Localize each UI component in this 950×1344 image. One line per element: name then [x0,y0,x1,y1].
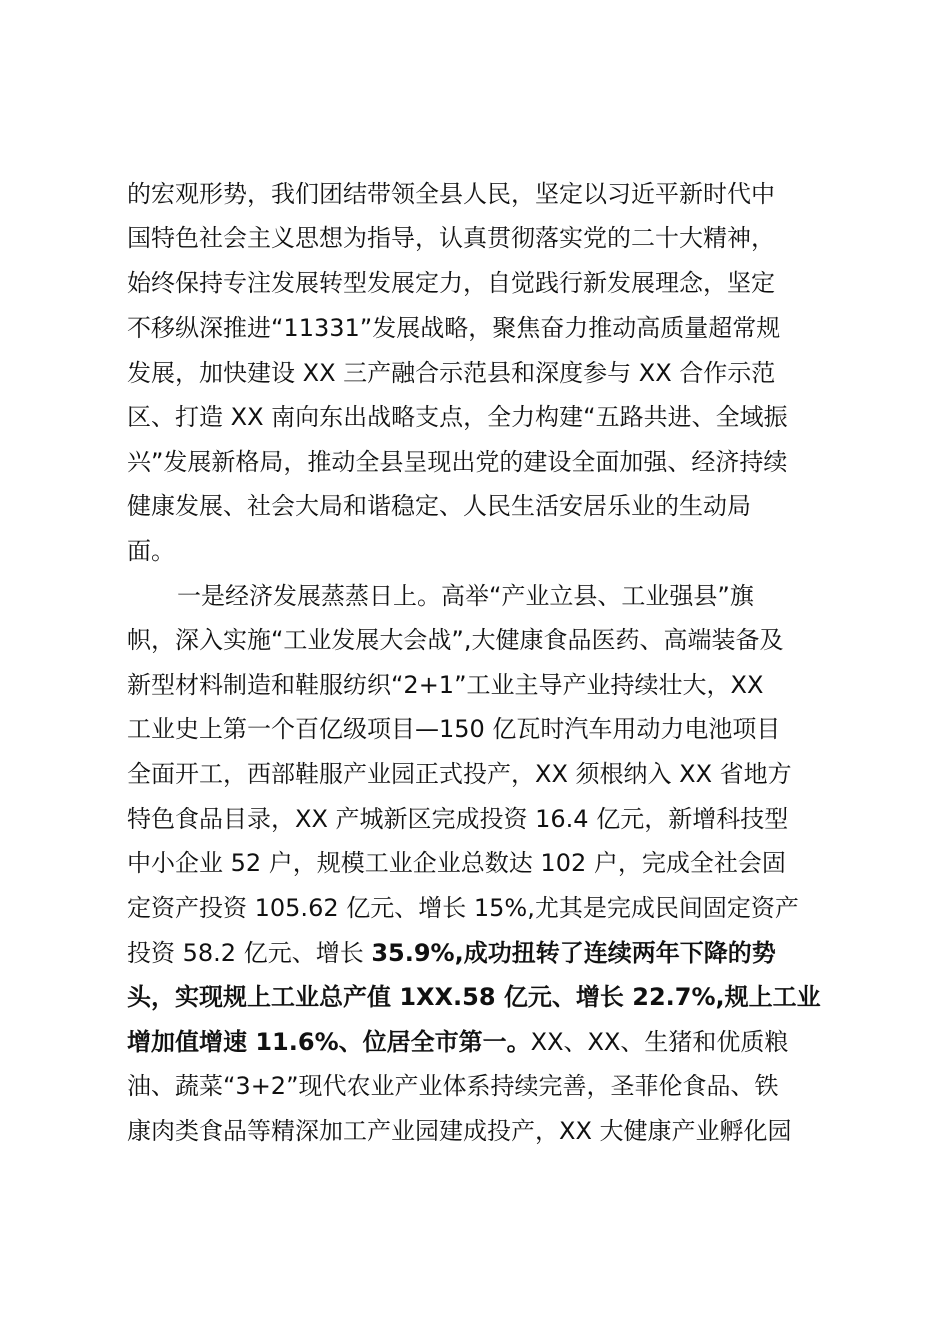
paragraph-line: 帜，深入实施“工业发展大会战”,大健康食品医药、高端装备及 [127,626,784,654]
paragraph-line: 国特色社会主义思想为指导，认真贯彻落实党的二十大精神， [127,224,775,252]
paragraph-line: 定资产投资 105.62 亿元、增长 15%,尤其是完成民间固定资产 [127,894,799,922]
paragraph-line: 油、蔬菜“3+2”现代农业产业体系持续完善，圣菲伦食品、铁 [127,1072,779,1100]
paragraph-line [127,975,837,1019]
paragraph-line: 发展，加快建设 XX 三产融合示范县和深度参与 XX 合作示范 [127,359,776,387]
paragraph-line [127,931,837,975]
paragraph-line: 特色食品目录，XX 产城新区完成投资 16.4 亿元，新增科技型 [127,805,789,833]
bold-text: 头，实现规上工业总产值 1XX.58 亿元、增长 22.7%,规上工业 [127,983,821,1011]
paragraph-line: 中小企业 52 户，规模工业企业总数达 102 户，完成全社会固 [127,849,786,877]
paragraph-line: 健康发展、社会大局和谐稳定、人民生活安居乐业的生动局 [127,492,751,520]
paragraph-line: 兴”发展新格局，推动全县呈现出党的建设全面加强、经济持续 [127,448,788,476]
bold-text: 35.9%,成功扭转了连续两年下降的势 [371,939,776,967]
paragraph-line: 新型材料制造和鞋服纺织“2+1”工业主导产业持续壮大，XX [127,671,764,699]
line-text: 投资 58.2 亿元、增长 [127,939,372,967]
paragraph-line: 一是经济发展蒸蒸日上。高举“产业立县、工业强县”旗 [177,582,754,610]
bold-text: 增加值增速 11.6%、位居全市第一。 [127,1028,531,1056]
paragraph-line: 始终保持专注发展转型发展定力，自觉践行新发展理念，坚定 [127,269,775,297]
paragraph-line: 不移纵深推进“11331”发展战略，聚焦奋力推动高质量超常规 [127,314,781,342]
paragraph-line: 面。 [127,537,175,565]
paragraph-line [127,1020,837,1064]
line-text: XX、XX、生猪和优质粮 [530,1028,789,1056]
paragraph-line: 的宏观形势，我们团结带领全县人民，坚定以习近平新时代中 [127,180,775,208]
paragraph-line: 全面开工，西部鞋服产业园正式投产，XX 须根纳入 XX 省地方 [127,760,792,788]
paragraph-line: 康肉类食品等精深加工产业园建成投产，XX 大健康产业孵化园 [127,1117,792,1145]
paragraph-line: 工业史上第一个百亿级项目—150 亿瓦时汽车用动力电池项目 [127,715,781,743]
paragraph-line: 区、打造 XX 南向东出战略支点，全力构建“五路共进、全域振 [127,403,788,431]
